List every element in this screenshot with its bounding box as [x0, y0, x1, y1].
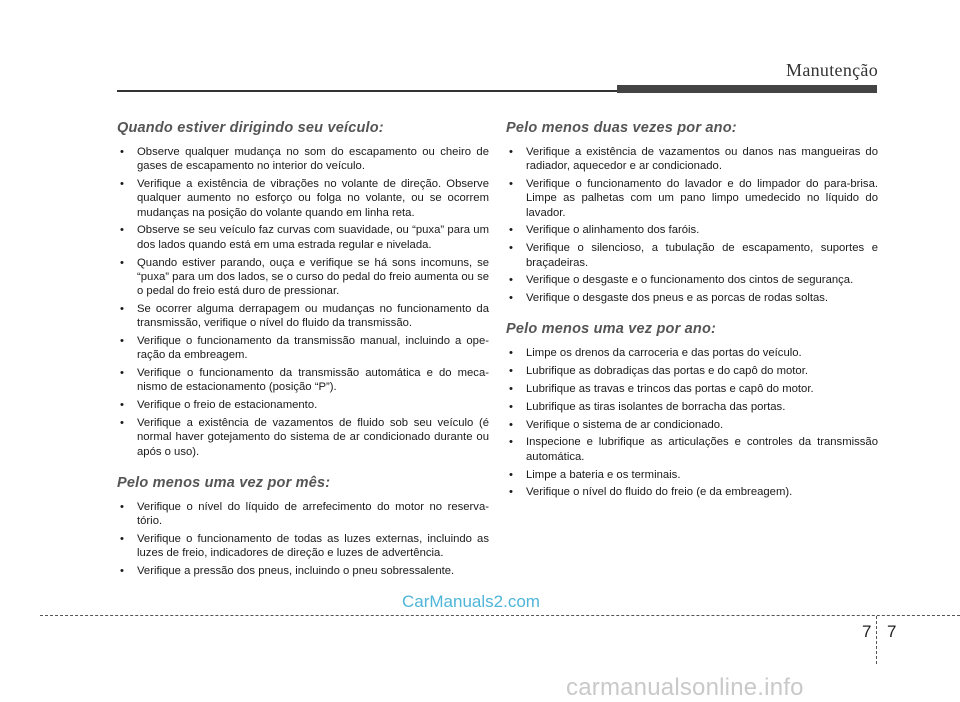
- right-column: [506, 120, 878, 516]
- bullet-icon: •: [120, 256, 124, 269]
- item-text: Verifique a existência de vibrações no volante de direção. Observe qualquer aumento no esforço ou folga no volante, ou se ocorrem mudanças na posição do volante quando em linha reta.: [137, 178, 489, 219]
- list-item: [506, 291, 878, 305]
- item-text: Verifique o funcionamento da transmissão automática e do meca-nismo de estacionamento (posição “P”).: [137, 367, 489, 394]
- item-text: Verifique o funcionamento de todas as luzes externas, incluindo as luzes de freio, indicadores de direção e luzes de advertência.: [137, 533, 489, 560]
- chapter-number: 7: [862, 622, 872, 641]
- list-item: [506, 223, 878, 237]
- checklist: [117, 500, 489, 578]
- watermark-carmanualsonline: carmanualsonline.info: [566, 674, 804, 701]
- item-text: Observe se seu veículo faz curvas com suavidade, ou “puxa” para um dos lados quando está em uma estrada regular e nivelada.: [137, 224, 489, 251]
- page-header-title: Manutenção: [786, 60, 878, 80]
- item-text: Verifique o alinhamento dos faróis.: [526, 224, 700, 237]
- list-item: [506, 273, 878, 287]
- item-text: Verifique o sistema de ar condicionado.: [526, 418, 724, 431]
- bullet-icon: •: [509, 178, 513, 191]
- list-item: [506, 485, 878, 499]
- bullet-icon: •: [120, 533, 124, 546]
- item-text: Lubrifique as tiras isolantes de borracha das portas.: [526, 400, 786, 413]
- list-item: [506, 346, 878, 360]
- item-text: Quando estiver parando, ouça e verifique se há sons incomuns, se “puxa” para um dos lados, se o curso do pedal do freio aumenta ou se o pedal do freio está duro de pressionar.: [137, 256, 489, 298]
- list-item: [506, 364, 878, 378]
- list-item: [506, 145, 878, 174]
- bullet-icon: •: [509, 365, 513, 378]
- header-rule-thick: [617, 85, 877, 93]
- bullet-icon: •: [120, 146, 124, 158]
- bullet-icon: •: [509, 224, 513, 237]
- list-item: [506, 418, 878, 432]
- section-heading: Pelo menos uma vez por ano:: [506, 321, 717, 338]
- section-while-driving: [117, 120, 489, 459]
- bullet-icon: •: [120, 500, 124, 513]
- bullet-icon: •: [509, 347, 513, 360]
- list-item: [117, 500, 489, 529]
- item-text: Verifique a pressão dos pneus, incluindo o pneu sobressalente.: [137, 565, 455, 578]
- bullet-icon: •: [509, 486, 513, 499]
- bullet-icon: •: [120, 399, 124, 412]
- item-text: Verifique o silencioso, a tubulação de escapamento, suportes e braçadeiras.: [526, 242, 878, 269]
- list-item: [117, 416, 489, 459]
- list-item: [117, 532, 489, 561]
- bullet-icon: •: [120, 367, 124, 380]
- list-item: [117, 302, 489, 331]
- section-heading: Pelo menos uma vez por mês:: [117, 474, 331, 491]
- item-text: Verifique o desgaste dos pneus e as porcas de rodas soltas.: [526, 292, 829, 305]
- item-text: Verifique o freio de estacionamento.: [137, 399, 318, 412]
- list-item: [506, 241, 878, 270]
- item-text: Observe qualquer mudança no som do escapamento ou cheiro de gases de escapamento no interior do veículo.: [137, 146, 489, 173]
- bullet-icon: •: [120, 335, 124, 348]
- watermark-carmanuals2: CarManuals2.com: [402, 592, 540, 611]
- list-item: [117, 564, 489, 578]
- list-item: [117, 366, 489, 395]
- item-text: Verifique o funcionamento da transmissão manual, incluindo a ope-ração da embreagem.: [137, 335, 489, 362]
- list-item: [506, 400, 878, 414]
- bullet-icon: •: [509, 292, 513, 305]
- bullet-icon: •: [509, 436, 513, 449]
- list-item: [117, 145, 489, 174]
- section-twice-yearly: [506, 120, 878, 305]
- item-text: Verifique o nível do líquido de arrefecimento do motor no reserva-tório.: [137, 500, 489, 528]
- list-item: [506, 435, 878, 464]
- item-text: Verifique a existência de vazamentos ou danos nas mangueiras do radiador, aquecedor e ar condicionado.: [526, 146, 878, 173]
- checklist: [506, 145, 878, 305]
- bullet-icon: •: [509, 274, 513, 287]
- list-item: [117, 398, 489, 412]
- bullet-icon: •: [509, 242, 513, 255]
- item-text: Limpe a bateria e os terminais.: [526, 468, 681, 481]
- bullet-icon: •: [120, 224, 124, 237]
- list-item: [117, 177, 489, 220]
- bullet-icon: •: [120, 417, 124, 430]
- bullet-icon: •: [120, 178, 124, 191]
- footer-dashed-rule: [40, 615, 960, 616]
- checklist: [117, 145, 489, 459]
- section-heading: Quando estiver dirigindo seu veículo:: [117, 120, 384, 136]
- list-item: [506, 177, 878, 220]
- item-text: Verifique o funcionamento do lavador e do limpador do para-brisa. Limpe as palhetas com um pano limpo umedecido no líquido do lavador.: [526, 178, 878, 219]
- bullet-icon: •: [509, 400, 513, 413]
- item-text: Se ocorrer alguma derrapagem ou mudanças no funcionamento da transmissão, verifique o nível do fluido da transmissão.: [137, 302, 489, 330]
- page-number: [862, 622, 896, 642]
- list-item: [506, 382, 878, 396]
- section-heading: Pelo menos duas vezes por ano:: [506, 120, 737, 136]
- bullet-icon: •: [509, 418, 513, 431]
- item-text: Lubrifique as travas e trincos das portas e capô do motor.: [526, 383, 814, 396]
- bullet-icon: •: [120, 565, 124, 578]
- section-monthly: [117, 475, 489, 578]
- item-text: Verifique a existência de vazamentos de fluido sob seu veículo (é normal haver gotejamento do sistema de ar condicionado durante ou após o uso).: [137, 417, 489, 458]
- item-text: Inspecione e lubrifique as articulações e controles da transmissão automática.: [526, 436, 878, 463]
- bullet-icon: •: [120, 302, 124, 315]
- bullet-icon: •: [509, 146, 513, 158]
- page-number-value: 7: [886, 622, 897, 641]
- section-yearly: [506, 321, 878, 499]
- checklist: [506, 346, 878, 499]
- header-rule-thin: [117, 90, 617, 92]
- item-text: Verifique o desgaste e o funcionamento dos cintos de segurança.: [526, 274, 854, 287]
- bullet-icon: •: [509, 468, 513, 481]
- list-item: [506, 468, 878, 482]
- item-text: Lubrifique as dobradiças das portas e do capô do motor.: [526, 365, 808, 378]
- list-item: [117, 256, 489, 299]
- list-item: [117, 223, 489, 252]
- bullet-icon: •: [509, 383, 513, 396]
- item-text: Limpe os drenos da carroceria e das portas do veículo.: [526, 347, 802, 360]
- item-text: Verifique o nível do fluido do freio (e da embreagem).: [526, 486, 793, 499]
- list-item: [117, 334, 489, 363]
- left-column: [117, 120, 489, 594]
